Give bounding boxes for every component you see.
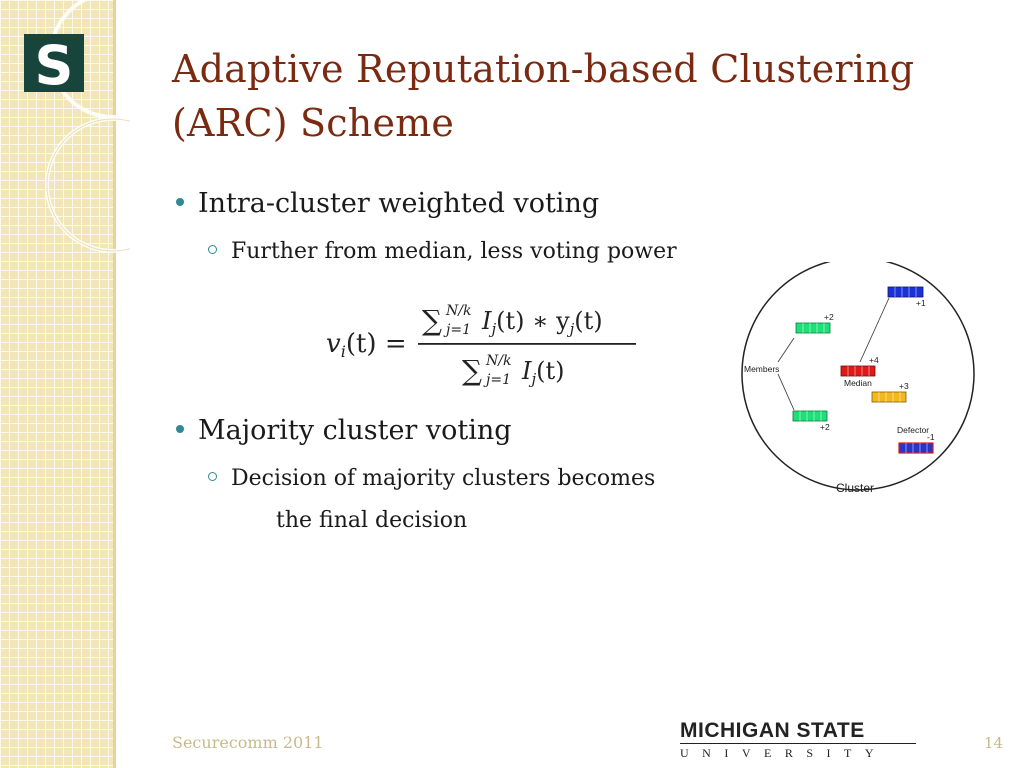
sub-bullet-2-continuation: the final decision [276,508,468,533]
cluster-diagram [736,262,976,502]
bullet-1 [176,188,599,219]
score-top: +1 [916,298,926,308]
right-bar [872,392,906,402]
msu-rule [680,743,916,744]
sub-bullet-2 [208,466,655,491]
svg-text:j=1: j=1 [486,372,511,388]
median-bar [841,366,875,376]
msu-wordmark [680,720,916,760]
svg-text:N/k: N/k [446,303,472,319]
bullet-dot-icon [176,425,184,433]
defector-label: Defector [897,425,930,435]
score-right: +3 [899,381,909,391]
title-line-2: (ARC) Scheme [172,101,455,145]
top-bar [888,287,923,297]
bullet-1-text: Intra-cluster weighted voting [198,188,600,219]
msu-spartan-logo [24,34,84,92]
svg-text:N/k: N/k [486,353,512,369]
title-line-1: Adaptive Reputation-based Clustering [172,47,915,91]
cluster-caption: Cluster [836,481,875,495]
svg-text:vi(t) =: vi(t) = [326,329,407,361]
score-defector: -1 [927,432,935,442]
sub-bullet-1-text: Further from median, less voting power [231,239,677,264]
members-label: Members [744,364,780,374]
svg-text:Ij(t): $I_j(t)$ [522,357,565,388]
msu-university: UNIVERSITY [680,746,887,760]
member-bar-lower [793,411,827,421]
defector-bar [899,443,933,453]
svg-text:Ij(t) ∗ yj(t): $I_j(t)$ ∗ $y_j(t)$ [482,307,603,338]
page-number: 14 [984,734,1004,752]
footer-text: Securecomm 2011 [172,733,324,752]
msu-name: MICHIGAN STATE [680,719,865,742]
bullet-dot-icon [176,198,184,206]
score-median: +4 [869,355,879,365]
median-label: Median [844,378,872,388]
sub-bullet-ring-icon [208,245,217,254]
slide-title [172,42,1002,150]
logo-letter: S [34,34,74,92]
member-bar-upper [796,323,830,333]
score-upper-left: +2 [824,312,834,322]
voting-formula [322,296,652,396]
score-lower-left: +2 [820,422,830,432]
bullet-2 [176,415,512,446]
bullet-2-text: Majority cluster voting [198,415,512,446]
svg-text:∑: ∑ [462,354,482,387]
sub-bullet-2-text: Decision of majority clusters becomes [231,466,656,491]
svg-text:j=1: j=1 [446,322,471,338]
sub-bullet-1 [208,239,677,264]
sub-bullet-ring-icon [208,472,217,481]
svg-text:∑: ∑ [422,304,442,337]
